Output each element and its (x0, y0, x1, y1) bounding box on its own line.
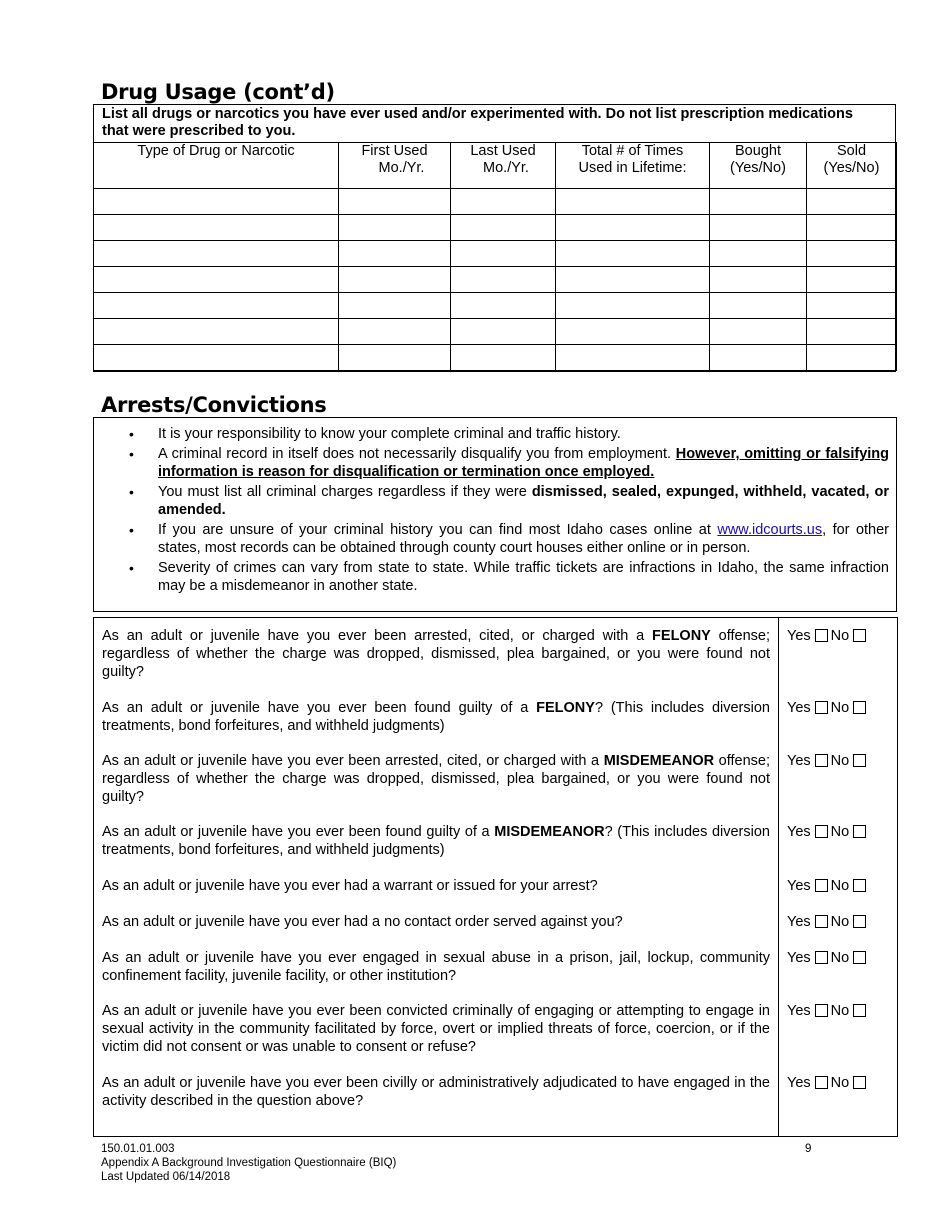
entry-cell[interactable] (807, 241, 897, 267)
table-row (94, 319, 897, 345)
bullet-icon: • (129, 560, 134, 576)
last-updated: Last Updated 06/14/2018 (101, 1171, 231, 1183)
column-header-drug-type: Type of Drug or Narcotic (94, 143, 339, 189)
bullet-icon: • (129, 426, 134, 442)
yes-checkbox[interactable] (815, 754, 828, 767)
drug-usage-title: Drug Usage (cont’d) (101, 80, 335, 104)
yes-checkbox[interactable] (815, 629, 828, 642)
entry-cell[interactable] (94, 319, 339, 345)
yes-checkbox[interactable] (815, 951, 828, 964)
page-number: 9 (805, 1143, 812, 1155)
drug-usage-table (93, 142, 897, 371)
bullet-icon: • (129, 522, 134, 538)
entry-cell[interactable] (556, 241, 710, 267)
page-footer (101, 1142, 396, 1184)
drug-usage-instruction: List all drugs or narcotics you have ever used and/or experimented with. Do not list prescription medications that were prescribed to you. (102, 106, 853, 139)
question-civil-adjudication: As an adult or juvenile have you ever been civilly or administratively adjudicated to have engaged in the activity described in the question above? (102, 1075, 770, 1109)
column-header-bought: Bought (Yes/No) (710, 143, 807, 189)
question-warrant: As an adult or juvenile have you ever had a warrant or issued for your arrest? (102, 878, 598, 894)
table-row (94, 215, 897, 241)
no-checkbox[interactable] (853, 879, 866, 892)
entry-cell[interactable] (710, 215, 807, 241)
entry-cell[interactable] (710, 293, 807, 319)
entry-cell[interactable] (94, 345, 339, 371)
question-no-contact-order: As an adult or juvenile have you ever had a no contact order served against you? (102, 914, 623, 930)
yes-no-sexual-abuse-institution: Yes No (787, 949, 869, 967)
yes-checkbox[interactable] (815, 879, 828, 892)
entry-cell[interactable] (710, 267, 807, 293)
entry-cell[interactable] (710, 345, 807, 371)
entry-cell[interactable] (451, 293, 556, 319)
entry-cell[interactable] (710, 241, 807, 267)
no-checkbox[interactable] (853, 951, 866, 964)
entry-cell[interactable] (451, 267, 556, 293)
column-header-total-times: Total # of Times Used in Lifetime: (556, 143, 710, 189)
entry-cell[interactable] (807, 345, 897, 371)
entry-cell[interactable] (807, 189, 897, 215)
entry-cell[interactable] (556, 215, 710, 241)
entry-cell[interactable] (556, 267, 710, 293)
bullet-icon: • (129, 446, 134, 462)
entry-cell[interactable] (339, 345, 451, 371)
yes-checkbox[interactable] (815, 1004, 828, 1017)
entry-cell[interactable] (94, 293, 339, 319)
yes-checkbox[interactable] (815, 915, 828, 928)
question-misdemeanor-arrest: As an adult or juvenile have you ever been arrested, cited, or charged with a MISDEMEANOR offense; regardless of whether the charge was dropped, dismissed, plea bargained, or you were found not guilty? (102, 753, 770, 805)
doc-number: 150.01.01.003 (101, 1143, 175, 1155)
entry-cell[interactable] (556, 345, 710, 371)
entry-cell[interactable] (94, 215, 339, 241)
no-checkbox[interactable] (853, 629, 866, 642)
drug-usage-table-box (93, 104, 896, 372)
no-checkbox[interactable] (853, 701, 866, 714)
column-header-sold: Sold (Yes/No) (807, 143, 897, 189)
arrests-convictions-title: Arrests/Convictions (101, 393, 327, 417)
yes-no-felony-guilty: Yes No (787, 699, 869, 717)
entry-cell[interactable] (451, 319, 556, 345)
question-felony-guilty: As an adult or juvenile have you ever been found guilty of a FELONY? (This includes diversion treatments, bond forfeitures, and withheld judgments) (102, 700, 770, 734)
entry-cell[interactable] (807, 267, 897, 293)
doc-title: Appendix A Background Investigation Questionnaire (BIQ) (101, 1157, 397, 1169)
column-header-first-used: First Used Mo./Yr. (339, 143, 451, 189)
entry-cell[interactable] (94, 241, 339, 267)
yes-checkbox[interactable] (815, 1076, 828, 1089)
table-row (94, 267, 897, 293)
no-checkbox[interactable] (853, 915, 866, 928)
yes-no-misdemeanor-guilty: Yes No (787, 823, 869, 841)
question-sexual-activity-conviction: As an adult or juvenile have you ever been convicted criminally of engaging or attempting to engage in sexual activity in the community facilitated by force, overt or implied threats of force, coercion, or if the victim did not consent or was unable to consent or refuse? (102, 1003, 770, 1055)
yes-no-sexual-activity-conviction: Yes No (787, 1002, 869, 1020)
yes-no-warrant: Yes No (787, 877, 869, 895)
list-item: • You must list all criminal charges regardless if they were dismissed, sealed, expunged, withheld, vacated, or amended. (129, 484, 889, 518)
column-divider (778, 618, 779, 1137)
entry-cell[interactable] (339, 241, 451, 267)
entry-cell[interactable] (556, 189, 710, 215)
entry-cell[interactable] (339, 267, 451, 293)
no-checkbox[interactable] (853, 1004, 866, 1017)
bullet-icon: • (129, 484, 134, 500)
arrest-questions-box (93, 617, 898, 1137)
list-item: • A criminal record in itself does not necessarily disqualify you from employment. However, omitting or falsifying information is reason for disqualification or termination once employed. (129, 446, 889, 480)
table-row (94, 241, 897, 267)
entry-cell[interactable] (451, 241, 556, 267)
entry-cell[interactable] (451, 345, 556, 371)
entry-cell[interactable] (94, 267, 339, 293)
entry-cell[interactable] (807, 293, 897, 319)
list-item: • Severity of crimes can vary from state to state. While traffic tickets are infractions in Idaho, the same infraction may be a misdemeanor in another state. (129, 560, 889, 594)
entry-cell[interactable] (339, 215, 451, 241)
entry-cell[interactable] (710, 189, 807, 215)
yes-no-civil-adjudication: Yes No (787, 1074, 869, 1092)
entry-cell[interactable] (451, 189, 556, 215)
arrest-notes-list (94, 425, 898, 597)
entry-cell[interactable] (556, 293, 710, 319)
table-row (94, 345, 897, 371)
list-item: • It is your responsibility to know your complete criminal and traffic history. (129, 426, 621, 442)
question-misdemeanor-guilty: As an adult or juvenile have you ever been found guilty of a MISDEMEANOR? (This includes diversion treatments, bond forfeitures, and withheld judgments) (102, 824, 770, 858)
entry-cell[interactable] (339, 319, 451, 345)
table-row (94, 293, 897, 319)
entry-cell[interactable] (807, 215, 897, 241)
yes-checkbox[interactable] (815, 825, 828, 838)
column-header-last-used: Last Used Mo./Yr. (451, 143, 556, 189)
no-checkbox[interactable] (853, 1076, 866, 1089)
list-item: • If you are unsure of your criminal history you can find most Idaho cases online at www.idcourts.us, for other states, most records can be obtained through county court houses either online or in person. (129, 522, 890, 556)
idcourts-link[interactable]: www.idcourts.us (717, 522, 823, 538)
entry-cell[interactable] (807, 319, 897, 345)
no-checkbox[interactable] (853, 825, 866, 838)
entry-cell[interactable] (94, 189, 339, 215)
table-row (94, 189, 897, 215)
entry-cell[interactable] (556, 319, 710, 345)
entry-cell[interactable] (339, 293, 451, 319)
no-checkbox[interactable] (853, 754, 866, 767)
yes-checkbox[interactable] (815, 701, 828, 714)
yes-no-misdemeanor-arrest: Yes No (787, 752, 869, 770)
yes-no-no-contact-order: Yes No (787, 913, 869, 931)
yes-no-felony-arrest: Yes No (787, 627, 869, 645)
entry-cell[interactable] (339, 189, 451, 215)
entry-cell[interactable] (710, 319, 807, 345)
question-sexual-abuse-institution: As an adult or juvenile have you ever engaged in sexual abuse in a prison, jail, lockup, community confinement facility, juvenile facility, or other institution? (102, 950, 770, 984)
question-felony-arrest: As an adult or juvenile have you ever been arrested, cited, or charged with a FELONY offense; regardless of whether the charge was dropped, dismissed, plea bargained, or you were found not guilty? (102, 628, 771, 680)
entry-cell[interactable] (451, 215, 556, 241)
arrest-notes-box (93, 417, 897, 612)
